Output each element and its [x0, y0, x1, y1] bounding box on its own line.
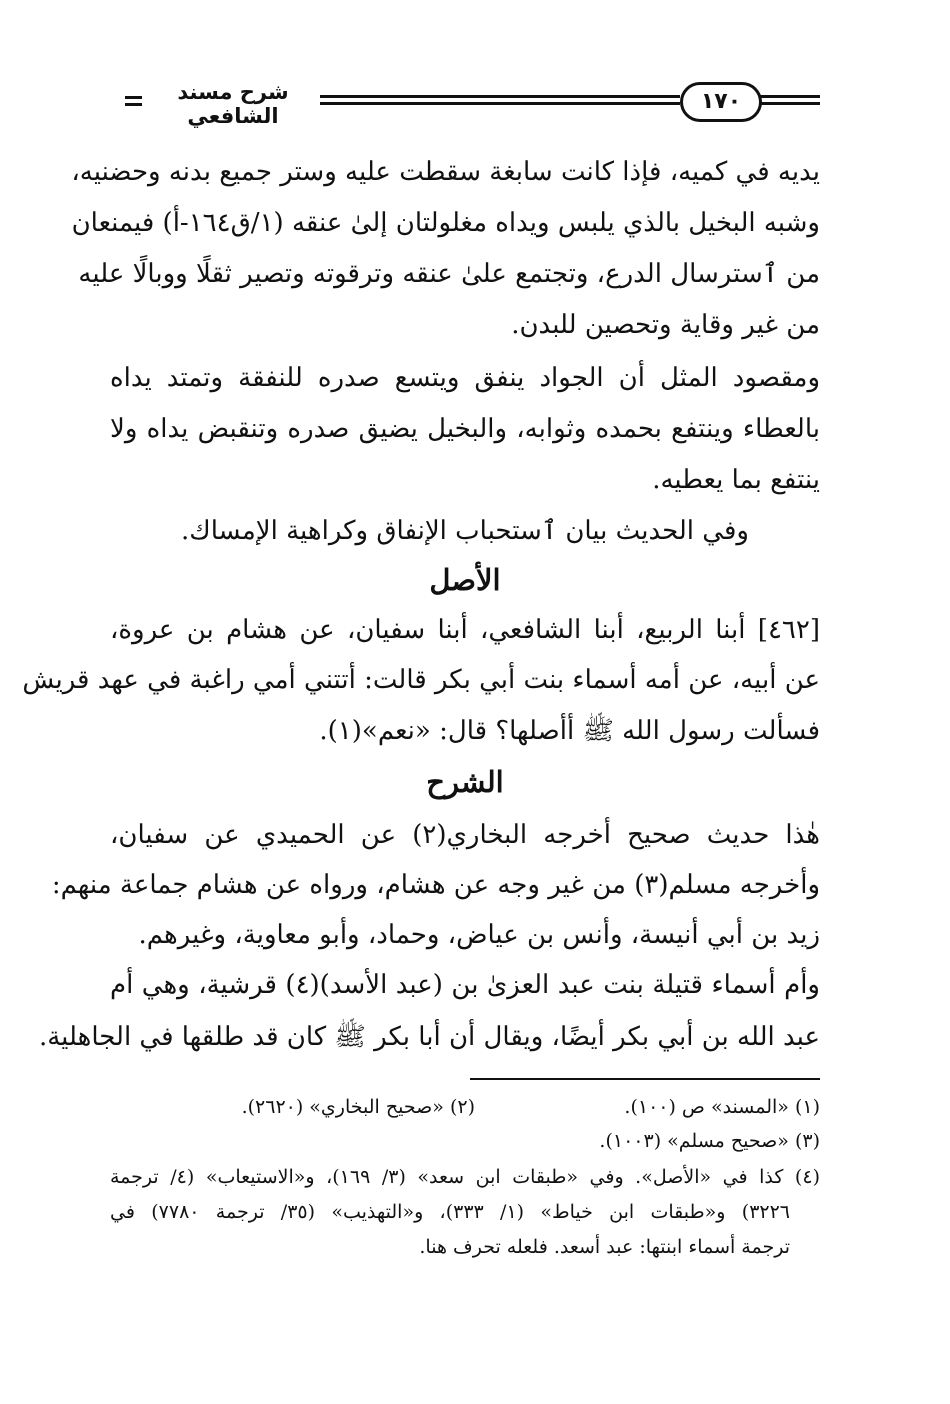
hadith-line: [٤٦٢] أبنا الربيع، أبنا الشافعي، أبنا سفيان، عن هشام بن عروة، [110, 615, 820, 645]
body-line: زيد بن أبي أنيسة، وأنس بن عياض، وحماد، وأبو معاوية، وغيرهم. [138, 920, 820, 950]
body-line: من ٱسترسال الدرع، وتجتمع علىٰ عنقه وترقوته وتصير ثقلًا ووبالًا عليه [78, 259, 820, 289]
page-number: ١٧٠ [680, 82, 762, 122]
header-ornament-rule [125, 103, 142, 106]
header-rule [320, 95, 680, 98]
section-heading-asl: الأصل [429, 563, 501, 597]
footnote: (٤) كذا في «الأصل». وفي «طبقات ابن سعد» (٣/ ١٦٩)، و«الاستيعاب» (٤/ ترجمة [110, 1166, 820, 1188]
footnote-separator [470, 1078, 820, 1080]
body-line: ينتفع بما يعطيه. [652, 465, 820, 495]
header-ornament-rule [125, 96, 142, 99]
section-heading-sharh: الشرح [426, 765, 504, 799]
header-rule [760, 95, 820, 98]
header-rule [760, 102, 820, 105]
body-line: ومقصود المثل أن الجواد ينفق ويتسع صدره للنفقة وتمتد يداه [110, 363, 820, 393]
body-line: من غير وقاية وتحصين للبدن. [511, 310, 820, 340]
body-line: هٰذا حديث صحيح أخرجه البخاري(٢) عن الحميدي عن سفيان، [110, 820, 821, 850]
hadith-line: فسألت رسول الله ﷺ أأصلها؟ قال: «نعم»(١). [319, 716, 820, 746]
footnote: (١) «المسند» ص (١٠٠). [624, 1096, 820, 1118]
body-line: وشبه البخيل بالذي يلبس ويداه مغلولتان إلىٰ عنقه (١/ق١٦٤-أ) فيمنعان [71, 208, 820, 238]
body-line: وأم أسماء قتيلة بنت عبد العزىٰ بن (عبد الأسد)(٤) قرشية، وهي أم [110, 970, 820, 1000]
footnote: ٣٢٢٦) و«طبقات ابن خياط» (١/ ٣٣٣)، و«التهذيب» (٣٥/ ترجمة ٧٧٨٠) في [110, 1201, 791, 1223]
hadith-line: عن أبيه، عن أمه أسماء بنت أبي بكر قالت: أتتني أمي راغبة في عهد قريش [22, 665, 820, 695]
footnote: (٢) «صحيح البخاري» (٢٦٢٠). [241, 1096, 475, 1118]
body-line: وفي الحديث بيان ٱستحباب الإنفاق وكراهية الإمساك. [181, 516, 749, 546]
footnote: (٣) «صحيح مسلم» (١٠٠٣). [599, 1130, 820, 1152]
running-title: شرح مسند الشافعي [177, 80, 289, 128]
header-rule [320, 102, 680, 105]
footnote: ترجمة أسماء ابنتها: عبد أسعد. فلعله تحرف هنا. [419, 1236, 790, 1258]
body-line: وأخرجه مسلم(٣) من غير وجه عن هشام، ورواه عن هشام جماعة منهم: [51, 870, 820, 900]
body-line: يديه في كميه، فإذا كانت سابغة سقطت عليه وستر جميع بدنه وحضنيه، [71, 157, 820, 187]
body-line: عبد الله بن أبي بكر أيضًا، ويقال أن أبا بكر ﷺ كان قد طلقها في الجاهلية. [38, 1022, 820, 1052]
body-line: بالعطاء وينتفع بحمده وثوابه، والبخيل يضيق صدره وتنقبض يداه ولا [110, 414, 820, 444]
